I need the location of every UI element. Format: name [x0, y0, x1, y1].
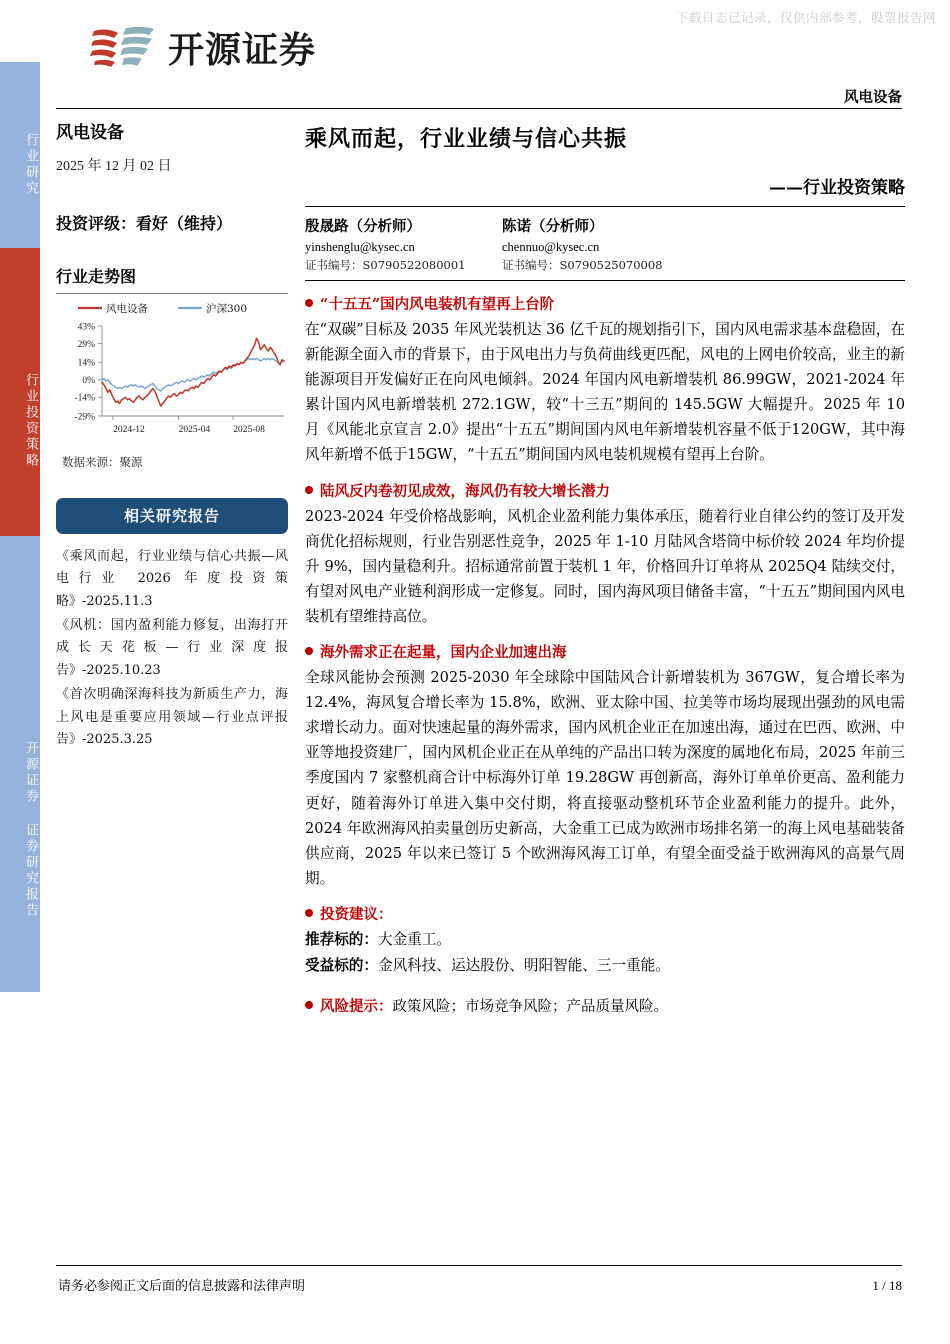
advice-value: 金风科技、运达股份、明阳智能、三一重能。: [377, 956, 670, 974]
chart-source: 数据来源：聚源: [62, 455, 143, 469]
bullet-icon: [305, 647, 313, 655]
bullet-icon: [305, 299, 313, 307]
left-column: [56, 118, 288, 753]
trend-chart-svg: [56, 298, 288, 448]
section-body-1: 在“双碳”目标及 2035 年风光装机达 36 亿千瓦的规划指引下，国内风电需求基本盘稳固，在新能源全面入市的背景下，由于风电出力与负荷曲线更匹配，风电的上网电价较高，业主的新能源项目开发偏好正在向风电倾斜。2024 年国内风电新增装机 86.99GW，2021-2024 年累计国内风电新增装机 272.1GW，较“十三五”期间的 145.5GW 大幅提升。2025 年 10 月《风能北京宣言 2.0》提出“十五五”期间国内风电年新增装机容量不低于120GW，其中海风年新增不低于15GW，“十五五”期间国内风电装机规模有望再上台阶。: [305, 321, 905, 464]
related-report-item[interactable]: 《风机：国内盈利能力修复，出海打开成长天花板—行业深度报告》-2025.10.23: [56, 618, 288, 678]
sidebar-strip-label: 行业研究: [23, 133, 38, 197]
svg-text:43%: 43%: [77, 322, 95, 333]
analyst-cert: 证书编号：S0790525070008: [502, 258, 663, 272]
section-heading-3: [305, 641, 905, 662]
section-heading-1: [305, 293, 905, 314]
advice-line-beneficiary: [305, 953, 905, 979]
title-divider: [305, 206, 905, 207]
svg-text:-29%: -29%: [74, 412, 95, 423]
section-body-2: 2023-2024 年受价格战影响，风机企业盈利能力集体承压，随着行业自律公约的签订及开发商优化招标规则，行业告别恶性竞争，2025 年 1-10 月陆风含塔筒中标价较 2024 年均价提升 9%，国内量稳利升。招标通常前置于装机 1 年，价格回升订单将从 2025Q4 陆续交付，有望对风电产业链利润形成一定修复。同时，国内海风项目储备丰富，“十五五”期间国内风电装机有望维持高位。: [305, 507, 905, 625]
header-industry-tag: 风电设备: [844, 89, 902, 106]
header-divider: [56, 108, 902, 109]
svg-text:风电设备: 风电设备: [106, 303, 148, 315]
svg-text:14%: 14%: [77, 358, 95, 369]
svg-text:2025-08: 2025-08: [233, 425, 265, 435]
sidebar-strip-industry-research: [0, 62, 40, 248]
svg-text:29%: 29%: [77, 339, 95, 350]
page-subtitle: ——行业投资策略: [769, 178, 905, 198]
page-title: 乘风而起，行业业绩与信心共振: [305, 126, 628, 152]
risk-value: 政策风险；市场竞争风险；产品质量风险。: [392, 998, 668, 1015]
svg-text:沪深300: 沪深300: [206, 303, 248, 315]
related-reports-list: [56, 546, 288, 751]
footer-page-number: 1 / 18: [872, 1278, 902, 1293]
analyst-email[interactable]: chennuo@kysec.cn: [502, 240, 600, 254]
analyst-block: [305, 215, 905, 273]
analyst-divider: [305, 280, 905, 281]
risk-label: 风险提示：: [320, 997, 393, 1015]
bullet-icon: [305, 909, 313, 917]
svg-text:-14%: -14%: [74, 393, 95, 404]
sidebar-strip-investment-strategy: [0, 248, 40, 536]
footer-disclaimer: 请务必参阅正文后面的信息披露和法律声明: [58, 1279, 306, 1294]
sidebar-strip-label: 开源证券 证券研究报告: [23, 741, 38, 919]
watermark-text: 下载日志已记录，仅供内部参考，股票报告网: [675, 10, 936, 25]
analyst-name: 陈诺（分析师）: [502, 218, 604, 235]
svg-text:2025-04: 2025-04: [178, 425, 211, 435]
analyst-cert: 证书编号：S0790522080001: [305, 258, 466, 272]
section-heading-text: “十五五”国内风电装机有望再上台阶: [320, 296, 555, 313]
sidebar-strip-research-report: [0, 536, 40, 992]
main-column: [305, 122, 905, 1016]
kysec-logo-icon: [88, 23, 156, 73]
analyst-entry: [305, 215, 502, 273]
brand-logo: [88, 22, 316, 73]
industry-trend-chart: [56, 298, 288, 448]
related-report-item[interactable]: 《乘风而起，行业业绩与信心共振—风电行业 2026 年度投资策略》-2025.11.3: [56, 549, 288, 609]
brand-name: 开源证券: [168, 30, 317, 71]
sidebar-strip-label: 行业投资策略: [23, 373, 38, 469]
section-heading-2: [305, 480, 905, 501]
advice-label: 受益标的：: [305, 956, 378, 974]
section-heading-advice: [305, 903, 905, 924]
advice-label: 推荐标的：: [305, 930, 378, 948]
svg-text:2024-12: 2024-12: [113, 425, 145, 435]
section-heading-text: 陆风反内卷初见成效，海风仍有较大增长潜力: [320, 482, 610, 500]
risk-warning: [305, 995, 905, 1016]
chart-divider: [56, 293, 288, 294]
bullet-icon: [305, 486, 313, 494]
analyst-entry: [502, 215, 699, 273]
related-report-item[interactable]: 《首次明确深海科技为新质生产力，海上风电是重要应用领域—行业点评报告》-2025.3.25: [56, 687, 288, 747]
report-date: 2025 年 12 月 02 日: [56, 159, 172, 174]
left-industry-title: 风电设备: [56, 123, 124, 143]
svg-text:0%: 0%: [82, 376, 95, 387]
advice-line-recommended: [305, 927, 905, 953]
advice-value: 大金重工。: [377, 930, 451, 948]
chart-title: 行业走势图: [56, 267, 137, 286]
analyst-email[interactable]: yinshenglu@kysec.cn: [305, 240, 415, 254]
section-heading-text: 投资建议：: [320, 905, 393, 923]
footer-divider: [56, 1265, 902, 1266]
section-body-3: 全球风能协会预测 2025-2030 年全球除中国陆风合计新增装机为 367GW，复合增长率为 12.4%，海风复合增长率为 15.8%，欧洲、亚太除中国、拉美等市场均展现出强劲的风电需求增长动力。面对快速起量的海外需求，国内风机企业正在加速出海，通过在巴西、欧洲、中亚等地投资建厂，国内风机企业正在从单纯的产品出口转为深度的属地化布局，2025 年前三季度国内 7 家整机商合计中标海外订单 19.28GW 再创新高，海外订单单价更高、盈利能力更好，随着海外订单进入集中交付期，将直接驱动整机环节企业盈利能力的提升。此外，2024 年欧洲海风拍卖量创历史新高，大金重工已成为欧洲市场排名第一的海上风电基础装备供应商，2025 年以来已签订 5 个欧洲海风海工订单，有望全面受益于欧洲海风的高景气周期。: [305, 669, 905, 887]
left-sidebar: [0, 0, 40, 1344]
section-heading-text: 海外需求正在起量，国内企业加速出海: [320, 644, 567, 662]
analyst-name: 殷晟路（分析师）: [305, 218, 421, 235]
investment-rating: 投资评级：看好（维持）: [56, 214, 233, 233]
related-reports-header: 相关研究报告: [56, 498, 288, 534]
bullet-icon: [305, 1001, 313, 1009]
